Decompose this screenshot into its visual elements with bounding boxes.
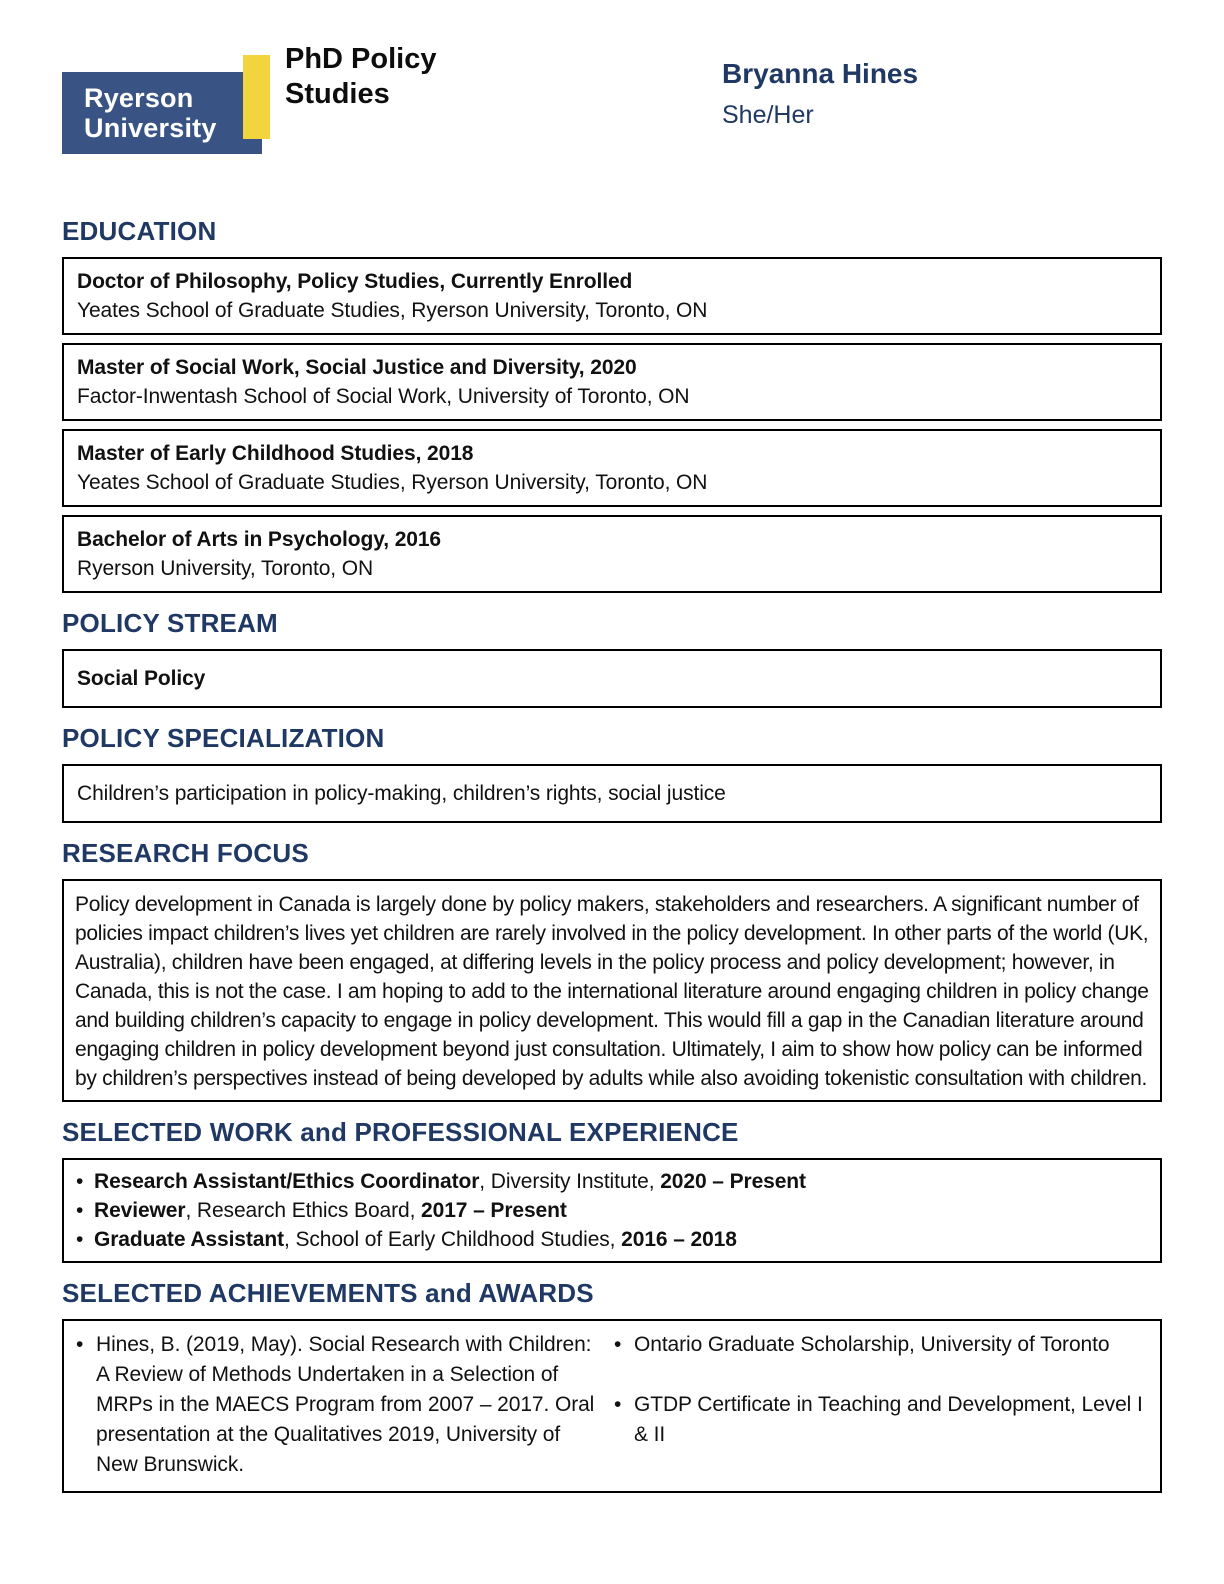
policy-stream-box [62, 649, 1162, 708]
education-entry [62, 343, 1162, 421]
work-period: 2016 – 2018 [621, 1228, 737, 1251]
policy-stream-heading: POLICY STREAM [62, 608, 278, 638]
degree-title: Doctor of Philosophy, Policy Studies, Currently Enrolled [77, 270, 633, 293]
achievements-right-column [612, 1330, 1150, 1480]
research-focus-box [62, 879, 1162, 1102]
degree-institution: Factor-Inwentash School of Social Work, University of Toronto, ON [77, 385, 690, 408]
program-title-line2: Studies [285, 78, 390, 110]
ryerson-logo [62, 72, 262, 154]
policy-specialization-box [62, 764, 1162, 823]
policy-specialization-value: Children’s participation in policy-making, children’s rights, social justice [77, 782, 726, 805]
education-entry [62, 515, 1162, 593]
research-focus-text: Policy development in Canada is largely done by policy makers, stakeholders and researchers. A significant number of policies impact children’s lives yet children are rarely involved in the policy development. In other parts of the world (UK, Australia), children have been engaged, at differing levels in the policy process and policy development; however, in Canada, this is not the case. I am hoping to add to the international literature around engaging children in policy change and building children’s capacity to engage in policy development. This would fill a gap in the Canadian literature around engaging children in policy development beyond just consultation. Ultimately, I aim to show how policy can be informed by children’s perspectives instead of being developed by adults while also avoiding tokenistic consultation with children. [75, 893, 1149, 1090]
work-period: 2020 – Present [660, 1170, 806, 1193]
work-item [74, 1196, 1150, 1225]
program-title [285, 42, 437, 112]
degree-institution: Yeates School of Graduate Studies, Ryerson University, Toronto, ON [77, 471, 708, 494]
logo-text-line1: Ryerson [84, 83, 194, 113]
work-experience-box [62, 1158, 1162, 1263]
achievements-box [62, 1319, 1162, 1493]
section-policy-stream [62, 608, 1162, 708]
achievement-text: GTDP Certificate in Teaching and Development, Level I & II [634, 1393, 1143, 1446]
work-role: Reviewer [94, 1199, 186, 1222]
achievement-item [74, 1330, 596, 1480]
degree-institution: Ryerson University, Toronto, ON [77, 557, 374, 580]
work-item [74, 1225, 1150, 1254]
achievement-text: Ontario Graduate Scholarship, University of Toronto [634, 1333, 1110, 1356]
achievement-text: Hines, B. (2019, May). Social Research with Children: A Review of Methods Undertaken in a Selection of MRPs in the MAECS Program from 2007 – 2017. Oral presentation at the Qualitatives 2019, University of New Brunswick. [96, 1333, 595, 1476]
work-org: , Diversity Institute, [479, 1170, 661, 1193]
student-name: Bryanna Hines [722, 58, 919, 89]
program-title-line1: PhD Policy [285, 43, 437, 75]
work-item-text [94, 1225, 737, 1254]
education-entry [62, 257, 1162, 335]
achievement-item [612, 1390, 1150, 1450]
work-item-text [94, 1196, 567, 1225]
education-heading: EDUCATION [62, 216, 217, 246]
bullet-icon: • [76, 1228, 84, 1251]
bullet-icon: • [76, 1333, 84, 1356]
degree-title: Master of Social Work, Social Justice and Diversity, 2020 [77, 356, 637, 379]
logo-yellow-bar-icon [243, 55, 270, 139]
achievements-left-column [74, 1330, 612, 1480]
section-research-focus [62, 838, 1162, 1102]
policy-stream-value: Social Policy [77, 667, 206, 690]
achievements-heading: SELECTED ACHIEVEMENTS and AWARDS [62, 1278, 594, 1308]
section-achievements [62, 1278, 1162, 1493]
identity-block [722, 58, 918, 129]
work-role: Research Assistant/Ethics Coordinator [94, 1170, 480, 1193]
section-education [62, 216, 1162, 593]
section-work-experience [62, 1117, 1162, 1263]
work-org: , Research Ethics Board, [185, 1199, 422, 1222]
bullet-icon: • [614, 1393, 622, 1416]
resume-body [62, 216, 1162, 1508]
education-entry [62, 429, 1162, 507]
bullet-icon: • [614, 1333, 622, 1356]
work-period: 2017 – Present [421, 1199, 567, 1222]
degree-title: Bachelor of Arts in Psychology, 2016 [77, 528, 442, 551]
section-policy-specialization [62, 723, 1162, 823]
work-role: Graduate Assistant [94, 1228, 284, 1251]
research-focus-heading: RESEARCH FOCUS [62, 838, 309, 868]
pronouns: She/Her [722, 101, 814, 129]
logo-text-line2: University [84, 113, 217, 143]
work-item-text [94, 1167, 806, 1196]
policy-specialization-heading: POLICY SPECIALIZATION [62, 723, 385, 753]
work-org: , School of Early Childhood Studies, [283, 1228, 622, 1251]
work-item [74, 1167, 1150, 1196]
bullet-icon: • [76, 1199, 84, 1222]
degree-institution: Yeates School of Graduate Studies, Ryerson University, Toronto, ON [77, 299, 708, 322]
achievement-item [612, 1330, 1150, 1360]
work-experience-heading: SELECTED WORK and PROFESSIONAL EXPERIENCE [62, 1117, 739, 1147]
degree-title: Master of Early Childhood Studies, 2018 [77, 442, 474, 465]
bullet-icon: • [76, 1170, 84, 1193]
